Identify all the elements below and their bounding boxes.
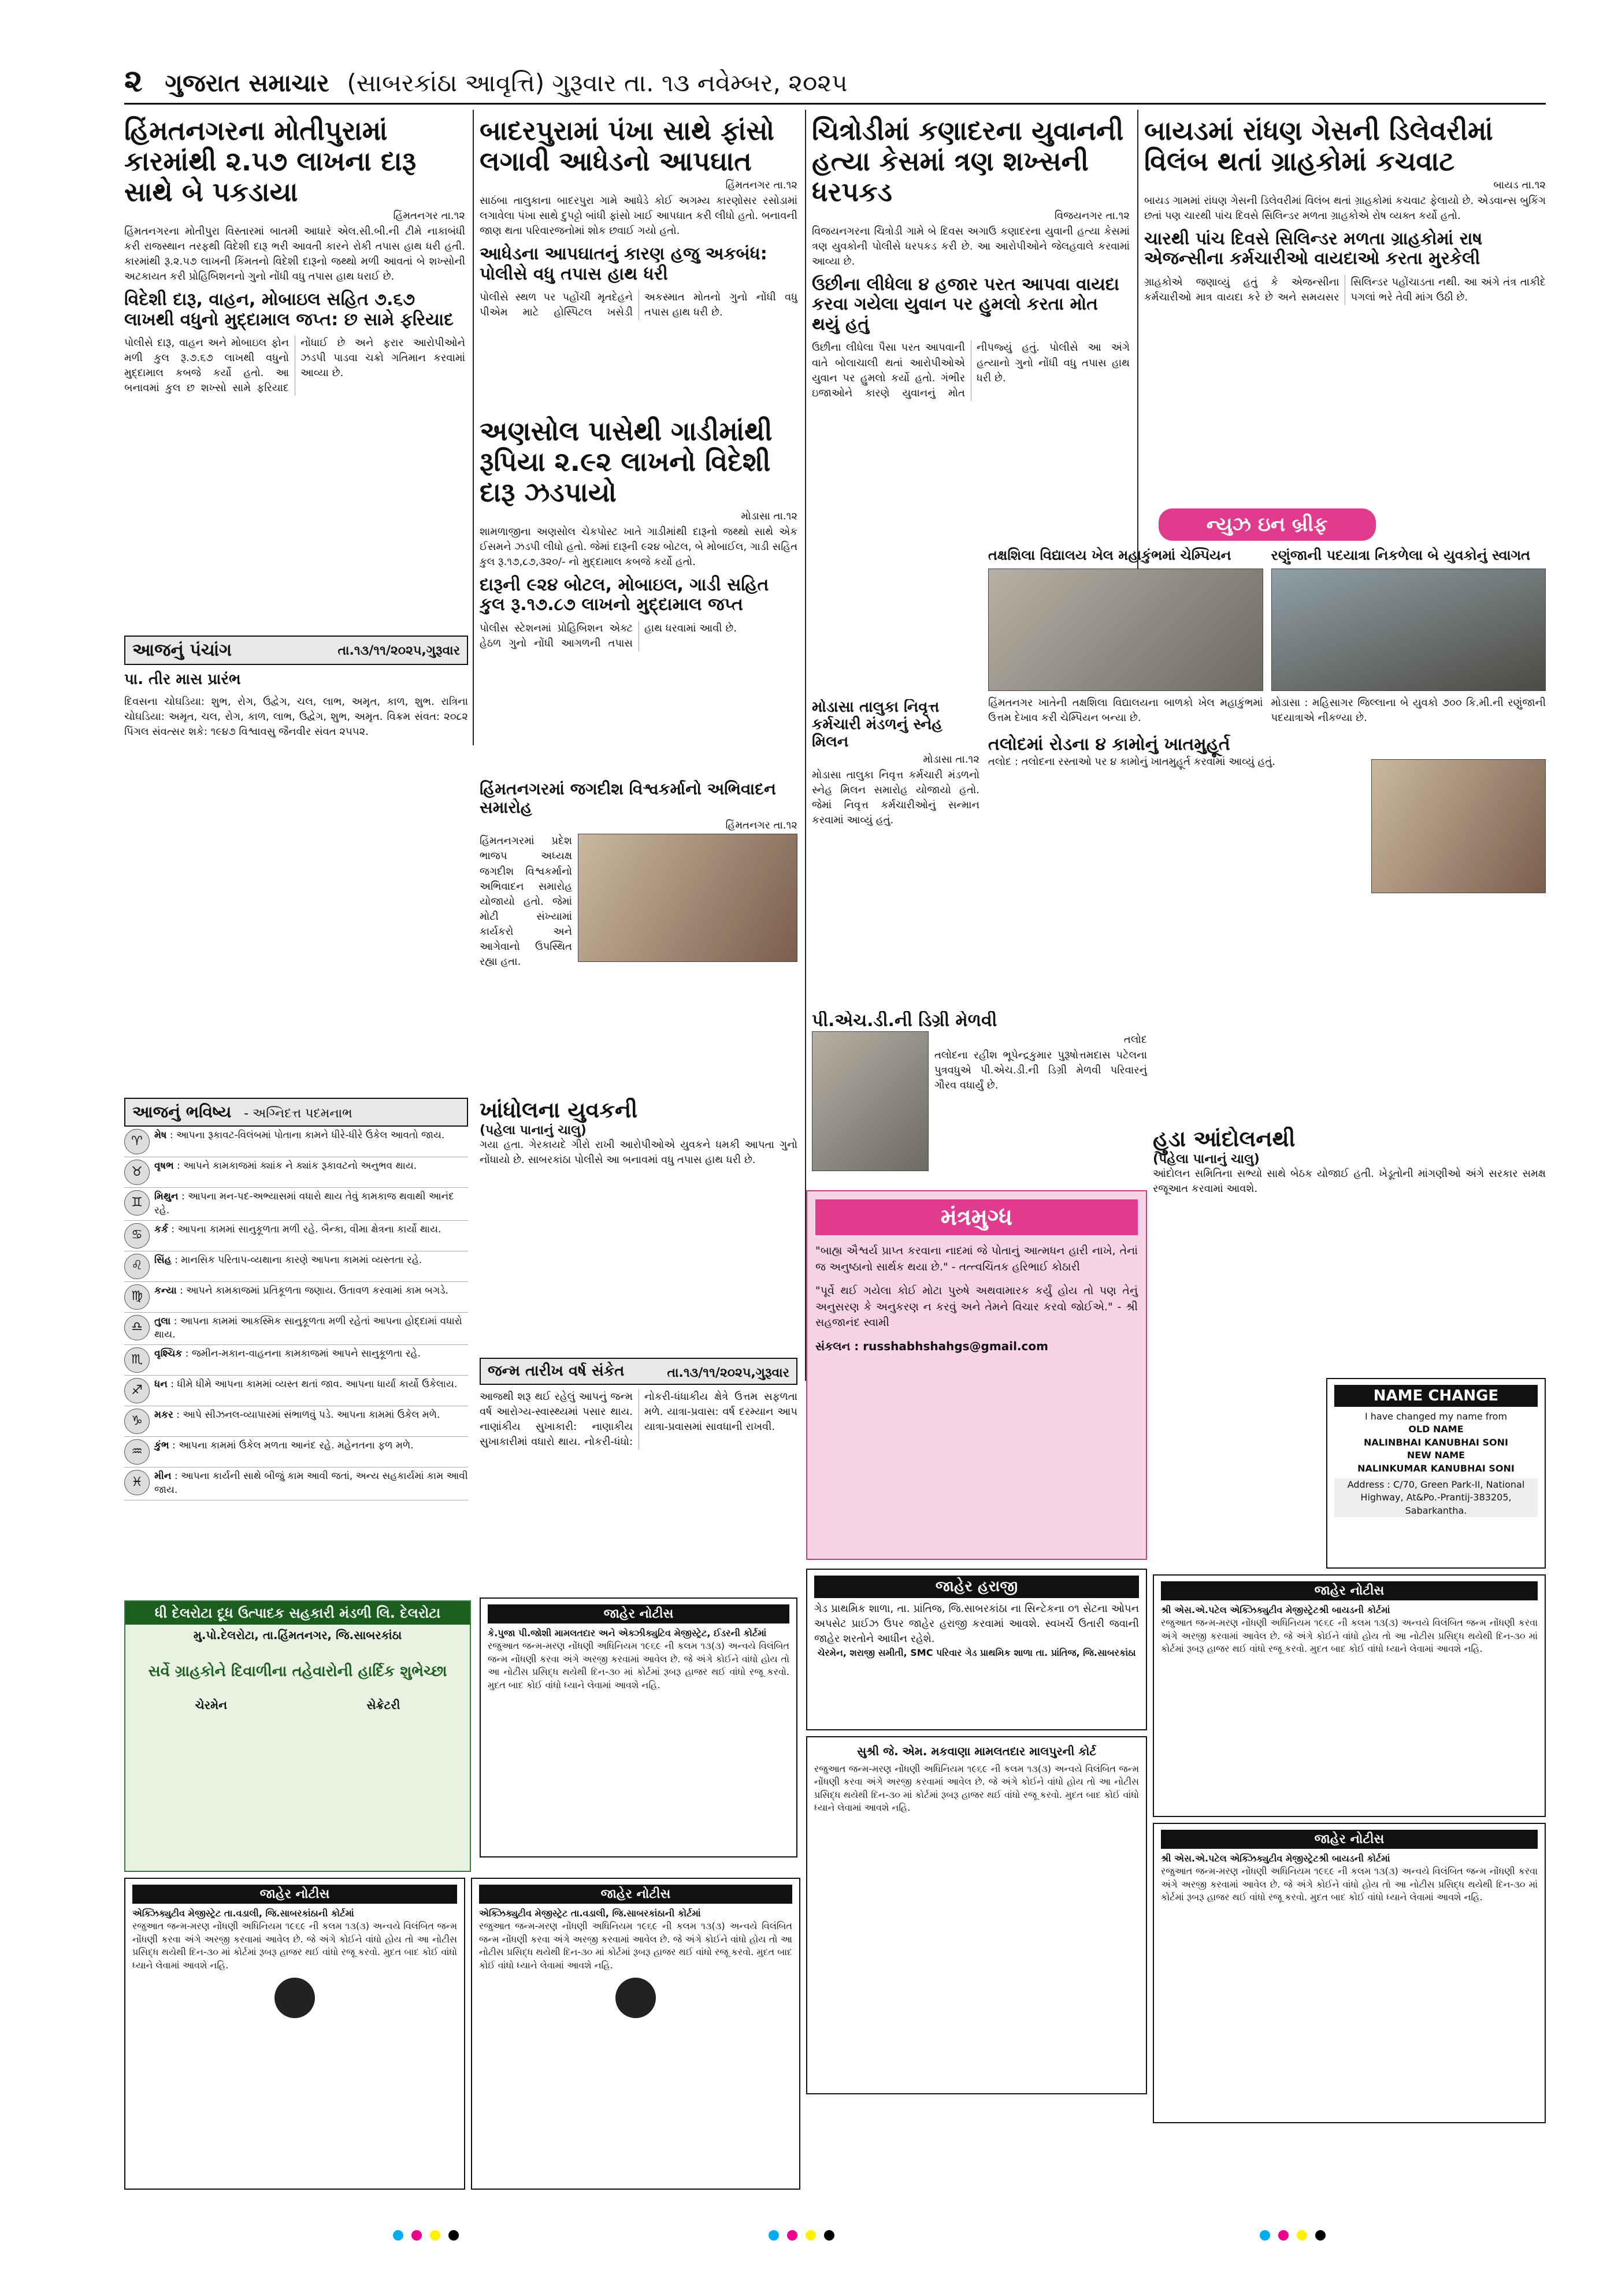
- notice-body: રજુઆત જન્મ-મરણ નોંધણી અધિનિયમ ૧૯૬૯ ની કલમ ૧૩(૩) અન્વયે વિલંબિત જન્મ નોંધણી કરવા અંગે અરજી કરવામાં આવેલ છે. જે અંગે કોઈને વાંધો હોય તો આ નોટીસ પ્રસિદ્ધ થયેથી દિન-૩૦ માં કોર્ટમાં રૂબરૂ હાજર થઈ વાંધો રજૂ કરવો. મુદત બાદ કોઈ વાંધો ધ્યાને લેવામાં આવશે નહિ.: [479, 1920, 792, 1971]
- horoscope-text: મીન : આપના કાર્યની સાથે બીજું કામ આવી જતાં, અન્ય સહકાર્યમાં કામ આવી જાય.: [154, 1470, 468, 1496]
- story-dateline: મોડાસા તા.૧૨: [923, 753, 979, 766]
- horoscope-title: આજનું ભવિષ્ય: [132, 1102, 232, 1121]
- story-subhead: (પહેલા પાનાનું ચાલુ): [1153, 1151, 1260, 1166]
- horoscope-text: કર્ક : આપના કામમાં સાનુકૂળતા મળી રહે. બૈન્કા, વીમા ક્ષેત્રના કાર્યો થાય.: [154, 1223, 441, 1235]
- horoscope-row: [124, 1127, 468, 1157]
- zodiac-icon: ♏: [124, 1347, 150, 1373]
- notice-body: રજુઆત જન્મ-મરણ નોંધણી અધિનિયમ ૧૯૬૯ ની કલમ ૧૩(૩) અન્વયે વિલંબિત જન્મ નોંધણી કરવા અંગે અરજી કરવામાં આવેલ છે. જે અંગે કોઈને વાંધો હોય તો આ નોટીસ પ્રસિદ્ધ થયેથી દિન-૩૦ માં કોર્ટમાં રૂબરૂ હાજર થઈ વાંધો રજૂ કરવો. મુદત બાદ કોઈ વાંધો ધ્યાને લેવામાં આવશે નહિ.: [488, 1640, 789, 1691]
- notice-title: જાહેર નોટીસ: [488, 1604, 789, 1623]
- zodiac-icon: ♍: [124, 1284, 150, 1310]
- ad-chairman: ચેરમેન: [195, 1698, 228, 1712]
- story-ansol-liquor: [480, 416, 797, 774]
- sign-prediction: આપે સીઝનલ-વ્યાપારમાં સંભાળવું પડે. આપના કામમાં ઉકેલ મળે.: [183, 1409, 440, 1421]
- cyan-dot-icon: [1260, 2230, 1270, 2241]
- road-ceremony-photo: [1371, 759, 1546, 893]
- ad-greeting: સર્વે ગ્રાહકોને દિવાળીના તહેવારોની હાર્દિક શુભેચ્છા: [148, 1663, 447, 1680]
- horoscope-row: [124, 1313, 468, 1346]
- story-subhead: આધેડના આપઘાતનું કારણ હજુ અકબંધ: પોલીસે વધુ તપાસ હાથ ધરી: [480, 244, 767, 284]
- story-headline: હિંમતનગરના મોતીપુરામાં કારમાંથી ૨.૫૭ લાખના દારૂ સાથે બે પકડાયા: [124, 116, 417, 207]
- court-notice-bayad: [1153, 1574, 1546, 1817]
- panchang-box: [124, 636, 468, 1092]
- magenta-dot-icon: [1278, 2230, 1289, 2241]
- magenta-dot-icon: [411, 2230, 422, 2241]
- mantramugdh-title: મંત્રમુગ્ધ: [815, 1199, 1138, 1235]
- sign-name: વૃશ્ચિક: [154, 1348, 183, 1360]
- sign-prediction: આપના કામમાં ઉકેલ મળતા આનંદ રહે. મહેનતના ફળ મળે.: [179, 1440, 414, 1452]
- cyan-dot-icon: [769, 2230, 779, 2241]
- sign-name: કુંભ: [154, 1440, 169, 1452]
- masthead: [124, 62, 1546, 97]
- yellow-dot-icon: [430, 2230, 440, 2241]
- horoscope-text: મકર : આપે સીઝનલ-વ્યાપારમાં સંભાળવું પડે. આપના કામમાં ઉકેલ મળે.: [154, 1409, 440, 1421]
- notice-body: રજુઆત જન્મ-મરણ નોંધણી અધિનિયમ ૧૯૬૯ ની કલમ ૧૩(૩) અન્વયે વિલંબિત જન્મ નોંધણી કરવા અંગે અરજી કરવામાં આવેલ છે. જે અંગે કોઈને વાંધો હોય તો આ નોટીસ પ્રસિદ્ધ થયેથી દિન-૩૦ માં કોર્ટમાં રૂબરૂ હાજર થઈ વાંધો રજૂ કરવો. મુદત બાદ કોઈ વાંધો ધ્યાને લેવામાં આવશે નહિ.: [132, 1920, 457, 1971]
- horoscope-row: [124, 1157, 468, 1188]
- zodiac-icon: ♐: [124, 1378, 150, 1403]
- brief-item-taxshila: [988, 548, 1263, 726]
- court-notice-malpur: [806, 1736, 1147, 2094]
- old-name: NALINBHAI KANUBHAI SONI: [1364, 1436, 1508, 1448]
- story-headline: ચિત્રોડીમાં કણાદરના યુવાનની હત્યા કેસમાં ત્રણ શખ્સની ધરપકડ: [812, 116, 1124, 207]
- court-name: એક્ઝિક્યુટીવ મેજીસ્ટ્રેટ તા.વડાલી, જિ.સાબરકાંઠાની કોર્ટમાં: [132, 1908, 354, 1919]
- story-huda-protest: [1153, 1127, 1546, 1369]
- story-headline: બાયડમાં રાંધણ ગેસની ડિલેવરીમાં વિલંબ થતાં ગ્રાહકોમાં કચવાટ: [1144, 116, 1493, 177]
- zodiac-icon: ♋: [124, 1223, 150, 1249]
- sign-prediction: આપના કાર્યની સાથે બીજું કામ આવી જતાં, અન્ય સહકાર્યમાં કામ આવી જાય.: [154, 1470, 468, 1496]
- story-body: હિંમતનગરના મોતીપુરા વિસ્તારમાં બાતમી આધારે એલ.સી.બી.ની ટીમે નાકાબંધી કરી રાજસ્થાન તરફથી વિદેશી દારૂ ભરી આવતી કારને રોકી તપાસ હાથ ધરી હતી. કારમાંથી રૂ.૨.૫૭ લાખની કિંમતનો વિદેશી દારૂનો જથ્થો મળી આવતાં બે શખ્સોની અટકાયત કરી પ્રોહિબિશનનો ગુનો નોંધી વધુ તપાસ હાથ ધરાઈ છે.: [124, 225, 465, 283]
- story-headline: બાદરપુરામાં પંખા સાથે ફાંસો લગાવી આધેડનો આપઘાત: [480, 116, 775, 177]
- pilgrims-photo: [1271, 569, 1546, 691]
- new-name-label: NEW NAME: [1407, 1450, 1465, 1461]
- panchang-date: તા.૧૩/૧૧/૨૦૨૫,ગુરૂવાર: [337, 644, 460, 658]
- sign-prediction: આપના મન-પદ-અભ્યાસમાં વધારો થાય તેવું કામકાજ થવાથી આનંદ રહે.: [154, 1191, 454, 1216]
- name-change-address: Address : C/70, Green Park-II, National Highway, At&Po.-Prantij-383205, Sabarkantha.: [1334, 1478, 1538, 1517]
- mantramugdh-compiler: સંકલન : russhabhshahgs@gmail.com: [815, 1339, 1048, 1353]
- sign-name: તુલા: [154, 1315, 171, 1327]
- sign-name: ધન: [154, 1379, 168, 1391]
- registration-marks: [769, 2230, 884, 2247]
- masthead-rule: [124, 103, 1546, 105]
- sign-prediction: આપના કામમાં આકસ્મિક સાનુકૂળતા મળી રહેતાં આપના હોદ્દામાં વધારો થાય.: [154, 1315, 462, 1341]
- story-dateline: વિજયનગર તા.૧૨: [1054, 209, 1130, 222]
- story-subhead: ચારથી પાંચ દિવસે સિલિન્ડર મળતા ગ્રાહકોમાં રાષ એજન્સીના કર્મચારીઓ વાયદાઓ કરતા મુરકેલી: [1144, 228, 1483, 269]
- registration-marks: [393, 2230, 509, 2247]
- brief-headline: તલોદમાં રોડના ૪ કામોનું ખાતમુહૂર્ત: [988, 734, 1230, 755]
- public-auction-body: ગેડ પ્રાથમિક શાળા, તા. પ્રાંતિજ, જિ.સાબરકાંઠા ના સિન્ટેકના ૦૧ સેટના ઓપન અપસેટ પ્રાઈઝ ઉપર જાહેર હરાજી કરવામાં આવશે. સ્વખર્ચે ઉતારી જવાની જાહેર શરતોને આધીન રહેશે.: [814, 1603, 1139, 1645]
- story-subhead: (પહેલા પાનાનું ચાલુ): [480, 1123, 587, 1138]
- horoscope-text: મિથુન : આપના મન-પદ-અભ્યાસમાં વધારો થાય તેવું કામકાજ થવાથી આનંદ રહે.: [154, 1191, 454, 1216]
- court-name: શ્રી એસ.એ.પટેલ એક્ઝિક્યુટીવ મેજીસ્ટ્રેટશ્રી બાયડની કોર્ટમાં: [1161, 1604, 1390, 1615]
- birthday-title: જન્મ તારીખ વર્ષ સંકેત: [488, 1362, 625, 1380]
- horoscope-text: વૃષભ : આપને કામકાજમાં ક્યાંક ને ક્યાંક રૂકાવટનો અનુભવ થાય.: [154, 1160, 417, 1172]
- yellow-dot-icon: [1297, 2230, 1307, 2241]
- court-name: કે.પુજા પી.જોશી મામલતદાર અને એક્ઝીક્યુટિવ મેજીસ્ટ્રેટ, ઈડરની કોર્ટમાં: [488, 1628, 767, 1639]
- story-headline: પી.એચ.ડી.ની ડિગ્રી મેળવી: [812, 1011, 997, 1031]
- felicitation-photo: [578, 834, 797, 962]
- ad-secretary: સેક્રેટરી: [366, 1698, 400, 1712]
- birthday-box: [480, 1358, 797, 1589]
- students-photo: [988, 569, 1263, 691]
- story-headline: ખાંધોલના યુવકની: [480, 1098, 638, 1123]
- public-auction-title: જાહેર હરાજી: [814, 1576, 1139, 1598]
- story-dateline: તલોદ: [1123, 1033, 1147, 1046]
- page-number: ૨: [124, 62, 143, 97]
- sign-name: મકર: [154, 1409, 173, 1421]
- old-name-label: OLD NAME: [1408, 1424, 1464, 1435]
- horoscope-text: ધન : ધીમે ધીમે આપના કામમાં વ્યસ્ત થતાં જાવ. આપના ધાર્યા કાર્યો ઉકેલાય.: [154, 1379, 458, 1391]
- zodiac-icon: ♉: [124, 1160, 150, 1185]
- court-notice-vadali-1: [124, 1878, 465, 2190]
- story-body: આંદોલન સમિતિના સભ્યો સાથે બેઠક યોજાઈ હતી. ખેડૂતોની માંગણીઓ અંગે સરકાર સમક્ષ રજૂઆત કરવામાં આવશે.: [1153, 1167, 1546, 1195]
- ad-address: મુ.પો.દેલરોટા, તા.હિંમતનગર, જિ.સાબરકાંઠા: [193, 1628, 402, 1642]
- horoscope-row: [124, 1282, 468, 1313]
- panchang-title-bar: [124, 636, 468, 665]
- name-change-line: I have changed my name from: [1364, 1411, 1508, 1422]
- notice-title: જાહેર નોટીસ: [1161, 1830, 1538, 1849]
- story-phd-degree: [812, 1011, 1147, 1184]
- horoscope-row: [124, 1406, 468, 1437]
- court-seal-icon: [615, 1978, 656, 2018]
- horoscope-list: [124, 1127, 468, 1500]
- horoscope-row: [124, 1437, 468, 1467]
- story-badarpura-suicide: [480, 116, 797, 410]
- story-body-2: પોલીસે દારૂ, વાહન અને મોબાઇલ ફોન મળી કુલ રૂ.૭.૬૭ લાખથી વધુનો મુદ્દામાલ કબજે કર્યો હતો. આ બનાવમાં કુલ છ શખ્સો સામે ફરિયાદ નોંધાઈ છે અને ફરાર આરોપીઓને ઝડપી પાડવા ચક્રો ગતિમાન કરવામાં આવ્યા છે.: [124, 337, 465, 395]
- sign-name: મીન: [154, 1470, 172, 1483]
- notice-title: જાહેર નોટીસ: [1161, 1581, 1538, 1600]
- story-body: બાયડ ગામમાં રાંધણ ગેસની ડિલેવરીમાં વિલંબ થતાં ગ્રાહકોમાં કચવાટ ફેલાયો છે. એડવાન્સ બુકિંગ છતાં પણ ચારથી પાંચ દિવસે સિલિન્ડર મળતા ગ્રાહકોએ રોષ વ્યક્ત કર્યો હતો.: [1144, 194, 1546, 222]
- story-dateline: હિંમતનગર તા.૧૨: [725, 819, 797, 832]
- court-notice-bayad-2: [1153, 1823, 1546, 2123]
- zodiac-icon: ♒: [124, 1439, 150, 1465]
- black-dot-icon: [1315, 2230, 1326, 2241]
- notice-body: રજુઆત જન્મ-મરણ નોંધણી અધિનિયમ ૧૯૬૯ ની કલમ ૧૩(૩) અન્વયે વિલંબિત જન્મ નોંધણી કરવા અંગે અરજી કરવામાં આવેલ છે. જે અંગે કોઈને વાંધો હોય તો આ નોટીસ પ્રસિદ્ધ થયેથી દિન-૩૦ માં કોર્ટમાં રૂબરૂ હાજર થઈ વાંધો રજૂ કરવો. મુદત બાદ કોઈ વાંધો ધ્યાને લેવામાં આવશે નહિ.: [1161, 1866, 1538, 1903]
- mantramugdh-quote-1: "બાહ્ય ઐશ્વર્ય પ્રાપ્ત કરવાના નાદમાં જે પોતાનું આત્મધન હારી નાખે, તેનાં જ અનુષ્ઠાનો સાર્થક થયા છે." - તત્ત્વચિંતક હરિભાઈ કોઠારી: [815, 1244, 1138, 1273]
- story-body-2: ગ્રાહકોએ જણાવ્યું હતું કે એજન્સીના કર્મચારીઓ માત્ર વાયદા કરે છે અને સમયસર સિલિન્ડર પહોંચાડતા નથી. આ અંગે તંત્ર તાકીદે પગલાં ભરે તેવી માંગ ઉઠી છે.: [1144, 276, 1546, 304]
- story-subhead: ઉછીના લીધેલા ૪ હજાર પરત આપવા વાયદા કરવા ગયેલા યુવાન પર હુમલો કરતા મોત થયું હતું: [812, 274, 1119, 335]
- story-body: મોડાસા તાલુકા નિવૃત્ત કર્મચારી મંડળનો સ્નેહ મિલન સમારોહ યોજાયો હતો. જેમાં નિવૃત્ત કર્મચારીઓનું સન્માન કરવામાં આવ્યું હતું.: [812, 768, 979, 826]
- public-auction: [806, 1569, 1147, 1730]
- sign-name: કન્યા: [154, 1284, 177, 1296]
- panchang-title: આજનું પંચાંગ: [132, 640, 232, 660]
- public-auction-sign: ચેરમેન, શરાજી સમીતી, SMC પરિવાર ગેડ પ્રાથમિક શાળા તા. પ્રાંતિજ, જિ.સાબરકાંઠા: [817, 1647, 1136, 1659]
- story-dateline: મોડાસા તા.૧૨: [741, 510, 797, 522]
- edition-date: (સાબરકાંઠા આવૃત્તિ) ગુરૂવાર તા. ૧૩ નવેમ્બર, ૨૦૨૫: [347, 69, 848, 97]
- story-body: વિજયનગરના ચિત્રોડી ગામે બે દિવસ અગાઉ કણાદરના યુવાની હત્યા કેસમાં ત્રણ યુવકોની પોલીસે ધરપકડ કરી છે. આ આરોપીઓને જેલહવાલે કરવામાં આવ્યા છે.: [812, 225, 1130, 268]
- horoscope-row: [124, 1251, 468, 1282]
- birthday-body: આજથી શરૂ થઈ રહેલું આપનું જન્મ વર્ષ આરોગ્ય-સ્વાસ્થ્યમાં પસાર થાય. નાણાંકીય સુખાકારી: નાણાકીય સુખાકારીમાં વધારો થાય. નોકરી-ધંધો: નોકરી-ધંધાકીય ક્ષેત્રે ઉત્તમ સફળતા મળે. યાત્રા-પ્રવાસ: વર્ષ દરમ્યાન આપ યાત્રા-પ્રવાસમાં સાવધાની રાખવી.: [480, 1391, 797, 1448]
- zodiac-icon: ♎: [124, 1315, 150, 1340]
- brief-body: મોડાસા : મહિસાગર જિલ્લાના બે યુવકો ૭૦૦ કિ.મી.ની રણુંજાની પદયાત્રાએ નીકળ્યા છે.: [1271, 696, 1546, 724]
- story-subhead: વિદેશી દારૂ, વાહન, મોબાઇલ સહિત ૭.૬૭ લાખથી વધુનો મુદ્દામાલ જપ્ત: છ સામે ફરિયાદ: [124, 289, 454, 330]
- brief-headline: તક્ષશિલા વિદ્યાલય ખેલ મહાકુંભમાં ચેમ્પિયન: [988, 547, 1231, 563]
- court-notice-vadali-2: [471, 1878, 800, 2190]
- story-headline: અણસોલ પાસેથી ગાડીમાંથી રૂપિયા ૨.૯૨ લાખનો વિદેશી દારૂ ઝડપાયો: [480, 416, 773, 508]
- notice-title: જાહેર નોટીસ: [132, 1885, 457, 1904]
- graduate-photo: [812, 1031, 929, 1171]
- brief-body: હિંમતનગર ખાતેની તક્ષશિલા વિદ્યાલયના બાળકો ખેલ મહાકુંભમાં ઉત્તમ દેખાવ કરી ચેમ્પિયન બન્યા છે.: [988, 696, 1263, 724]
- cyan-dot-icon: [393, 2230, 403, 2241]
- horoscope-box: [124, 1098, 468, 1595]
- name-change-title: NAME CHANGE: [1334, 1385, 1538, 1407]
- paper-name: ગુજરાત સમાચાર: [165, 69, 329, 97]
- zodiac-icon: ♌: [124, 1254, 150, 1279]
- notice-body: રજુઆત જન્મ-મરણ નોંધણી અધિનિયમ ૧૯૬૯ ની કલમ ૧૩(૩) અન્વયે વિલંબિત જન્મ નોંધણી કરવા અંગે અરજી કરવામાં આવેલ છે. જે અંગે કોઈને વાંધો હોય તો આ નોટીસ પ્રસિદ્ધ થયેથી દિન-૩૦ માં કોર્ટમાં રૂબરૂ હાજર થઈ વાંધો રજૂ કરવો. મુદત બાદ કોઈ વાંધો ધ્યાને લેવામાં આવશે નહિ.: [1161, 1617, 1538, 1655]
- yellow-dot-icon: [806, 2230, 816, 2241]
- panchang-body: દિવસના ચોઘડિયા: શુભ, રોગ, ઉદ્વેગ, ચલ, લાભ, અમૃત, કાળ, શુભ. રાત્રિના ચોઘડિયા: અમૃત, ચલ, રોગ, કાળ, લાભ, ઉદ્વેગ, શુભ, અમૃત. વિક્રમ સંવત: ૨૦૮૨ પિંગલ સંવત્સર શકે: ૧૯૪૭ વિશ્વાવસુ જૈનવીર સંવત ૨૫૫૨.: [124, 696, 468, 738]
- story-jagdish-vishwakarma: [480, 780, 797, 1086]
- story-headline: હિંમતનગરમાં જગદીશ વિશ્વકર્માનો અભિવાદન સમારોહ: [480, 780, 776, 818]
- sign-name: વૃષભ: [154, 1160, 174, 1172]
- horoscope-text: વૃશ્ચિક : જમીન-મકાન-વાહનના કામકાજમાં આપને સાનુકૂળતા રહે.: [154, 1348, 421, 1360]
- notice-title: જાહેર નોટીસ: [479, 1885, 792, 1904]
- story-body-2: ઉછીના લીધેલા પૈસા પરત આપવાની વાતે બોલાચાલી થતાં આરોપીઓએ યુવાન પર હુમલો કર્યો હતો. ગંભીર ઇજાઓને કારણે યુવાનનું મોત નીપજ્યું હતું. પોલીસે આ અંગે હત્યાનો ગુનો નોંધી વધુ તપાસ હાથ ધરી છે.: [812, 341, 1130, 399]
- court-notice-idar: [480, 1597, 797, 1857]
- new-name: NALINKUMAR KANUBHAI SONI: [1357, 1462, 1515, 1474]
- sign-name: મેષ: [154, 1130, 167, 1141]
- dairy-cooperative-ad: [124, 1600, 471, 1872]
- sign-prediction: ધીમે ધીમે આપના કામમાં વ્યસ્ત થતાં જાવ. આપના ધાર્યા કાર્યો ઉકેલાય.: [177, 1379, 458, 1391]
- horoscope-row: [124, 1467, 468, 1500]
- news-in-brief-label: ન્યુઝ ઇન બ્રીફ: [1159, 508, 1376, 541]
- registration-marks: [1260, 2230, 1375, 2247]
- column-divider: [473, 110, 474, 745]
- sign-name: મિથુન: [154, 1191, 179, 1202]
- brief-item-talod-road: [988, 735, 1546, 770]
- horoscope-row: [124, 1345, 468, 1376]
- story-dateline: બાયડ તા.૧૨: [1493, 179, 1546, 191]
- zodiac-icon: ♈: [124, 1129, 150, 1154]
- story-body: હિંમતનગરમાં પ્રદેશ ભાજપ અધ્યક્ષ જગદીશ વિશ્વકર્માનો અભિવાદન સમારોહ યોજાયો હતો. જેમાં મોટી સંખ્યામાં કાર્યકરો અને આગેવાનો ઉપસ્થિત રહ્યા હતા.: [480, 835, 572, 968]
- notice-body: રજુઆત જન્મ-મરણ નોંધણી અધિનિયમ ૧૯૬૯ ની કલમ ૧૩(૩) અન્વયે વિલંબિત જન્મ નોંધણી કરવા અંગે અરજી કરવામાં આવેલ છે. જે અંગે કોઈને વાંધો હોય તો આ નોટીસ પ્રસિદ્ધ થયેથી દિન-૩૦ માં કોર્ટમાં રૂબરૂ હાજર થઈ વાંધો રજૂ કરવો. મુદત બાદ કોઈ વાંધો ધ્યાને લેવામાં આવશે નહિ.: [814, 1763, 1139, 1814]
- zodiac-icon: ♓: [124, 1470, 150, 1495]
- horoscope-row: [124, 1376, 468, 1406]
- sign-prediction: માનસિક પરિતાપ-વ્યથાના કારણે આપના કામમાં વ્યસ્તતા રહે.: [181, 1254, 422, 1266]
- mantramugdh-box: [806, 1190, 1147, 1560]
- horoscope-author: - અગ્નિદત્ત પદમનાભ: [244, 1106, 352, 1121]
- horoscope-text: તુલા : આપના કામમાં આકસ્મિક સાનુકૂળતા મળી રહેતાં આપના હોદ્દામાં વધારો થાય.: [154, 1315, 462, 1341]
- story-khandhol: [480, 1098, 797, 1352]
- story-retired-employees: [812, 699, 979, 1005]
- horoscope-row: [124, 1221, 468, 1251]
- story-body: ગયા હતા. ગેરકાયદે ગીરો રાખી આરોપીઓએ યુવકને ધમકી આપતા ગુનો નોંધાયો છે. સાબરકાંઠા પોલીસે આ બનાવમાં વધુ તપાસ હાથ ધરી છે.: [480, 1138, 797, 1166]
- zodiac-icon: ♑: [124, 1409, 150, 1434]
- story-body-2: પોલીસ સ્ટેશનમાં પ્રોહિબિશન એક્ટ હેઠળ ગુનો નોંધી આગળની તપાસ હાથ ધરવામાં આવી છે.: [480, 622, 737, 650]
- sign-prediction: આપને કામકાજમાં ક્યાંક ને ક્યાંક રૂકાવટનો અનુભવ થાય.: [183, 1160, 417, 1172]
- story-motipura-liquor: [124, 116, 465, 630]
- court-seal-icon: [274, 1978, 315, 2018]
- story-headline: હુડા આંદોલનથી: [1153, 1127, 1296, 1151]
- sign-prediction: જમીન-મકાન-વાહનના કામકાજમાં આપને સાનુકૂળતા રહે.: [191, 1348, 421, 1360]
- sign-name: કર્ક: [154, 1223, 169, 1235]
- ad-headline: ધી દેલરોટા દૂધ ઉત્પાદક સહકારી મંડળી લિ. દેલરોટા: [125, 1602, 470, 1625]
- black-dot-icon: [824, 2230, 834, 2241]
- zodiac-icon: ♊: [124, 1190, 150, 1216]
- horoscope-text: કન્યા : આપને કામકાજમાં પ્રતિકૂળતા જણાય. ઉતાવળ કરવામાં કામ બગડે.: [154, 1284, 448, 1296]
- brief-body: તલોદ : તલોદના રસ્તાઓ પર ૪ કામોનું ખાતમુહૂર્ત કરવામાં આવ્યું હતું.: [988, 756, 1275, 768]
- panchang-subtitle: પા. તીર માસ પ્રારંભ: [124, 671, 241, 688]
- horoscope-text: સિંહ : માનસિક પરિતાપ-વ્યથાના કારણે આપના કામમાં વ્યસ્તતા રહે.: [154, 1254, 422, 1266]
- court-name: સુશ્રી જે. એમ. મકવાણા મામલતદાર માલપુરની કોર્ટ: [856, 1744, 1097, 1758]
- horoscope-title-bar: [124, 1098, 468, 1127]
- name-change-box: [1326, 1378, 1546, 1569]
- court-name: એક્ઝિક્યુટીવ મેજીસ્ટ્રેટ તા.વડાલી, જિ.સાબરકાંઠાની કોર્ટમાં: [479, 1908, 701, 1919]
- story-subhead: દારૂની ૯૨૪ બોટલ, મોબાઇલ, ગાડી સહિત કુલ રૂ.૧૭.૮૭ લાખનો મુદ્દામાલ જપ્ત: [480, 574, 769, 615]
- sign-name: સિંહ: [154, 1254, 172, 1266]
- magenta-dot-icon: [787, 2230, 797, 2241]
- horoscope-text: કુંભ : આપના કામમાં ઉકેલ મળતા આનંદ રહે. મહેનતના ફળ મળે.: [154, 1440, 414, 1452]
- black-dot-icon: [448, 2230, 459, 2241]
- sign-prediction: આપને કામકાજમાં પ્રતિકૂળતા જણાય. ઉતાવળ કરવામાં કામ બગડે.: [186, 1284, 448, 1296]
- story-body: શામળાજીના અણસોલ ચેકપોસ્ટ ખાતે ગાડીમાંથી દારૂનો જથ્થો સાથે એક ઈસમને ઝડપી લીધો હતો. જેમાં દારૂની ૯૨૪ બોટલ, બે મોબાઈલ, ગાડી સહિત કુલ રૂ.૧૭,૮૭,૩૨૦/- નો મુદ્દામાલ કબજે કર્યો હતો.: [480, 525, 797, 568]
- story-body: સાઠંબા તાલુકાના બાદરપુરા ગામે આધેડે કોઈ અગમ્ય કારણોસર રસોડામાં લગાવેલા પંખા સાથે દુપટ્ટો બાંધી ફાંસો ખાઈ આપઘાત કરી લીધો હતો. બનાવની જાણ થતા પરિવારજનોમાં શોક છવાઈ ગયો હતો.: [480, 194, 797, 237]
- horoscope-row: [124, 1188, 468, 1221]
- birthday-title-bar: [480, 1358, 797, 1385]
- sign-prediction: આપના કામમાં સાનુકૂળતા મળી રહે. બૈન્કા, વીમા ક્ષેત્રના કાર્યો થાય.: [177, 1223, 441, 1235]
- brief-headline: રણુંજાની પદયાત્રા નિકળેલા બે યુવકોનું સ્વાગત: [1271, 547, 1531, 563]
- sign-prediction: આપના રૂકાવટ-વિલંબમાં પોતાના કામને ધીરે-ધીરે ઉકેલ આવતો જાય.: [176, 1130, 445, 1141]
- brief-item-ranuja: [1271, 548, 1546, 726]
- horoscope-text: મેષ : આપના રૂકાવટ-વિલંબમાં પોતાના કામને ધીરે-ધીરે ઉકેલ આવતો જાય.: [154, 1130, 445, 1141]
- story-body-2: પોલીસે સ્થળ પર પહોંચી મૃતદેહને પીએમ માટે હોસ્પિટલ ખસેડી અકસ્માત મોતનો ગુનો નોંધી વધુ તપાસ હાથ ધરી છે.: [480, 291, 797, 319]
- birthday-date: તા.૧૩/૧૧/૨૦૨૫,ગુરૂવાર: [667, 1366, 789, 1380]
- story-bayad-gas: [1144, 116, 1546, 503]
- mantramugdh-quote-2: "પૂર્વે થઈ ગયેલા કોઈ મોટા પુરુષે અથવામારક કર્યું હોય તો પણ તેનું અનુસરણ કે અનુકરણ ન કરવું અને તેમને વિચાર કરવો જોઈએ." - શ્રી સહજાનંદ સ્વામી: [815, 1284, 1138, 1329]
- story-headline: મોડાસા તાલુકા નિવૃત્ત કર્મચારી મંડળનું સ્નેહ મિલન: [812, 699, 942, 751]
- court-name: શ્રી એસ.એ.પટેલ એક્ઝિક્યુટીવ મેજીસ્ટ્રેટશ્રી બાયડની કોર્ટમાં: [1161, 1853, 1390, 1864]
- story-dateline: હિંમતનગર તા.૧૨: [393, 209, 465, 222]
- story-body: તલોદના રહીશ ભૂપેન્દ્રકુમાર પુરૂષોત્તમદાસ પટેલના પુત્રવધુએ પી.એચ.ડી.ની ડિગ્રી મેળવી પરિવારનું ગૌરવ વધાર્યું છે.: [934, 1049, 1147, 1091]
- story-dateline: હિંમતનગર તા.૧૨: [725, 179, 797, 191]
